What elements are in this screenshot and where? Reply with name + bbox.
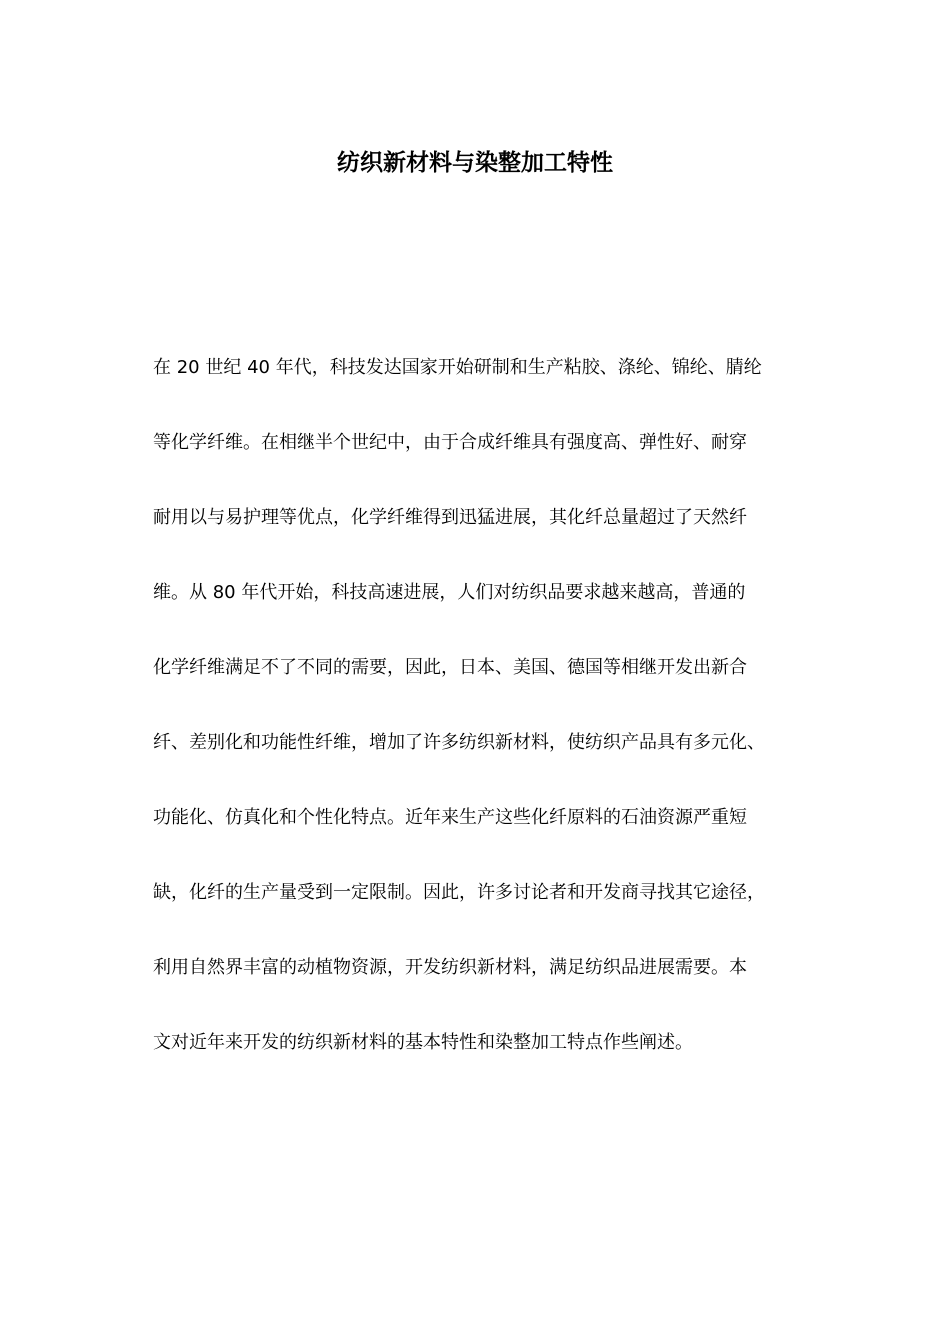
- paragraph-line: 纤、差别化和功能性纤维，增加了许多纺织新材料，使纺织产品具有多元化、: [153, 732, 765, 753]
- document-title: 纺织新材料与染整加工特性: [337, 150, 613, 176]
- paragraph-line: 维。从 80 年代开始，科技高速进展，人们对纺织品要求越来越高，普通的: [153, 582, 746, 603]
- paragraph-line: 利用自然界丰富的动植物资源，开发纺织新材料，满足纺织品进展需要。本: [153, 957, 747, 978]
- paragraph-line: 耐用以与易护理等优点，化学纤维得到迅猛进展，其化纤总量超过了天然纤: [153, 507, 747, 528]
- body-paragraph: [153, 350, 813, 1100]
- paragraph-line: 缺，化纤的生产量受到一定限制。因此，许多讨论者和开发商寻找其它途径，: [153, 882, 765, 903]
- paragraph-line: 化学纤维满足不了不同的需要，因此，日本、美国、德国等相继开发出新合: [153, 657, 747, 678]
- paragraph-line: 等化学纤维。在相继半个世纪中，由于合成纤维具有强度高、弹性好、耐穿: [153, 432, 747, 453]
- paragraph-line: 在 20 世纪 40 年代，科技发达国家开始研制和生产粘胶、涤纶、锦纶、腈纶: [153, 357, 762, 378]
- paragraph-line: 功能化、仿真化和个性化特点。近年来生产这些化纤原料的石油资源严重短: [153, 807, 747, 828]
- paragraph-line: 文对近年来开发的纺织新材料的基本特性和染整加工特点作些阐述。: [153, 1032, 693, 1053]
